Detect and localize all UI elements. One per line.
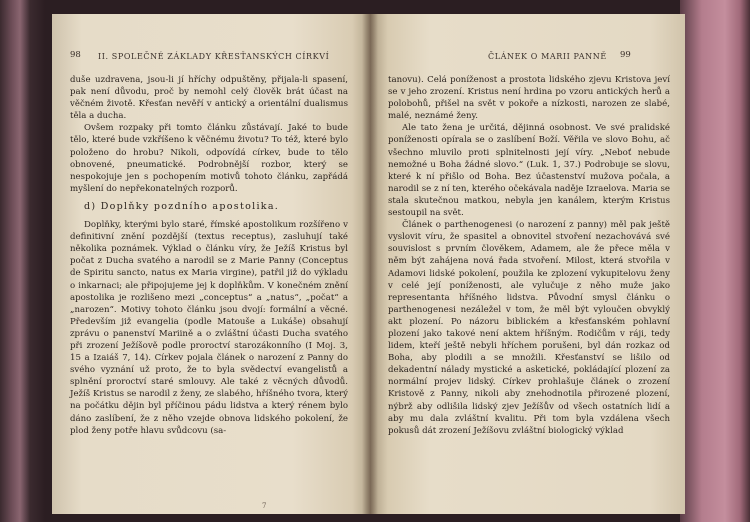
paragraph: Doplňky, kterými bylo staré, římské apostolikum rozšířeno v definitivní znění pozdější (textus receptus), zasluhují také několika poznámek. Výklad o článku víry, že Ježíš Kristus byl počat z Ducha svatého a narodil se z Marie Panny (Conceptus de Spiritu sancto, natus ex Maria virgine), patřil již do výkladu o inkarnaci; ale připojujeme jej k doplňkům. V konečném znění apostolika je rozlišeno mezi „conceptus“ a „natus“, „počat“ a „narozen“. Motivy tohoto článku jsou dvojí: formální a věcné. Především již evangelia (podle Matouše a Lukáše) obsahují zprávu o panenství Mariině a o zvláštní účasti Ducha svatého při zrození Ježíšově podle proroctví starozákonního (I Moj. 3, 15 a Izaiáš 7, 14). Církev pojala článek o narození z Panny do svého vyznání už proto, že to byla svědectví evangelistů a splnění proroctví staré smlouvy. Ale také z věcných důvodů. Ježíš Kristus se narodil z ženy, ze slabého, hříšného tvora, který na počátku dějin byl příčinou pádu lidstva a který rénem bylo dáno zaslíbení, že z něho vzejde obnova lidského pokolení, že plod ženy potře hlavu svůdcovu (sa- xyxy=(70,220,348,436)
left-page-number: 98 xyxy=(70,50,81,60)
left-running-head: II. SPOLEČNÉ ZÁKLADY KŘESŤANSKÝCH CÍRKVÍ xyxy=(98,52,330,61)
left-page xyxy=(52,14,370,514)
left-page-body xyxy=(70,74,348,437)
paragraph: Ovšem rozpaky při tomto článku zůstávají. Jaké to bude tělo, které bude vzkříšeno k věčnému životu? To též, které bylo položeno do hrobu? Nikoli, odpovídá církev, bude to tělo obnovené, pneumatické. Podrobnější rozbor, který se nespokojuje jen s pochopením motivů tohoto článku, zapřádá myšlení do nepřekonatelných rozporů. xyxy=(70,123,348,194)
left-footer-mark: 7 xyxy=(262,502,267,510)
paragraph: duše uzdravena, jsou-li jí hříchy odpuštěny, přijala-li spasení, pak není důvodu, proč by nemohl celý člověk brát účast na věčném životě. Křesťan nevěří v antický a orientální dualismus těla a ducha. xyxy=(70,75,348,122)
paragraph: Článek o parthenogenesi (o narození z panny) měl pak ještě vyslovit víru, že spasitel a obnovitel stvoření nezachovává své souvislost s prvním člověkem, Adamem, ale že přece měla v něm být zahájena nová řada stvoření. Milost, která stvořila v Adamovi lidské pokolení, použila ke zplození vykupitelovu ženy v celé její poníženosti, ale vylučuje z něho muže jako representanta hříšného lidstva. Původní smysl článku o parthenogenesi nezáležel v tom, že měl být vyloučen obvyklý akt plození. Po názoru biblickém a křesťanském pohlavní plození jako takové není aktem hříšným. Rodičům v ráji, tedy lidem, kteří ještě nebyli hříchem porušeni, byl dán rozkaz od Boha, aby plodili a se množili. Křesťanství se lišilo od dekadentní nálady mystické a asketické, pokládající plození za normální projev lidský. Církev prohlašuje článek o zrození Kristově z Panny, nikoli aby znehodnotila přirozené plození, nýbrž aby odlišila lidský zjev Ježíšův od všech ostatních lidí a aby mu dala zvláštní kvalitu. Při tom byla vzdálena všech pokusů dát zrození Ježíšovu zvláštní biologický výklad xyxy=(388,220,670,436)
book-gutter xyxy=(362,14,378,514)
paragraph: Ale tato žena je určitá, dějinná osobnost. Ve své pralidské poníženosti opírala se o zaslíbení Boží. Věřila ve slovo Bohu, ač všechno mluvilo proti splnitelnosti její víry. „Neboť nebude nemožné u Boha žádné slovo.“ (Luk. 1, 37.) Podrobuje se slovu, které k ní přišlo od Boha. Bez účastenství mužova počala, a narodil se z ní ten, kterého očekávala naděje Izraelova. Maria se stala skutečnou matkou, nebyla jen kanálem, kterým Kristus sestoupil na svět. xyxy=(388,123,670,219)
paragraph: tanovu). Celá poníženost a prostota lidského zjevu Kristova jeví se v jeho zrození. Kristus není hrdina po vzoru antických herů a polobohů, přišel na svět v pokoře a nízkosti, narozen ze slabé, malé, neznámé ženy. xyxy=(388,75,670,122)
book-cover-edge xyxy=(680,0,750,522)
right-page-number: 99 xyxy=(620,50,631,60)
section-heading: d) Doplňky pozdního apostolika. xyxy=(84,200,280,212)
right-page xyxy=(370,14,685,514)
right-page-body xyxy=(388,74,670,437)
right-running-head: ČLÁNEK O MARII PANNĚ xyxy=(488,52,607,61)
